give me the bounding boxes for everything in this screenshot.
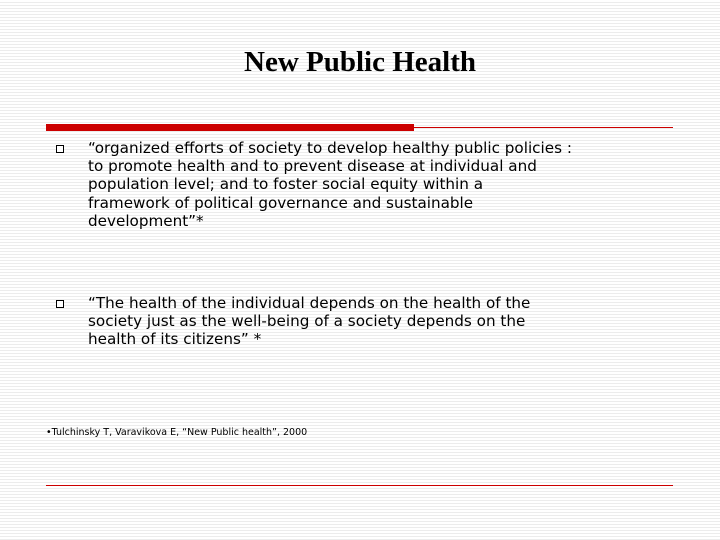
hollow-square-bullet-icon bbox=[56, 145, 64, 153]
slide-title: New Public Health bbox=[244, 46, 476, 78]
bullet-text-definition: “organized efforts of society to develop healthy public policies : to promote health and to prevent disease at individual and population level; and to foster social equity within a framework of political governance and sustainable development”* bbox=[88, 139, 572, 230]
hollow-square-bullet-icon bbox=[56, 300, 64, 308]
bottom-divider-line bbox=[46, 485, 673, 486]
title-divider-line bbox=[46, 127, 673, 128]
bullet-text-quote: “The health of the individual depends on the health of the society just as the well-being of a society depends on the health of its citizens” * bbox=[88, 294, 531, 349]
footnote-citation: •Tulchinsky T, Varavikova E, “New Public health”, 2000 bbox=[46, 427, 308, 438]
